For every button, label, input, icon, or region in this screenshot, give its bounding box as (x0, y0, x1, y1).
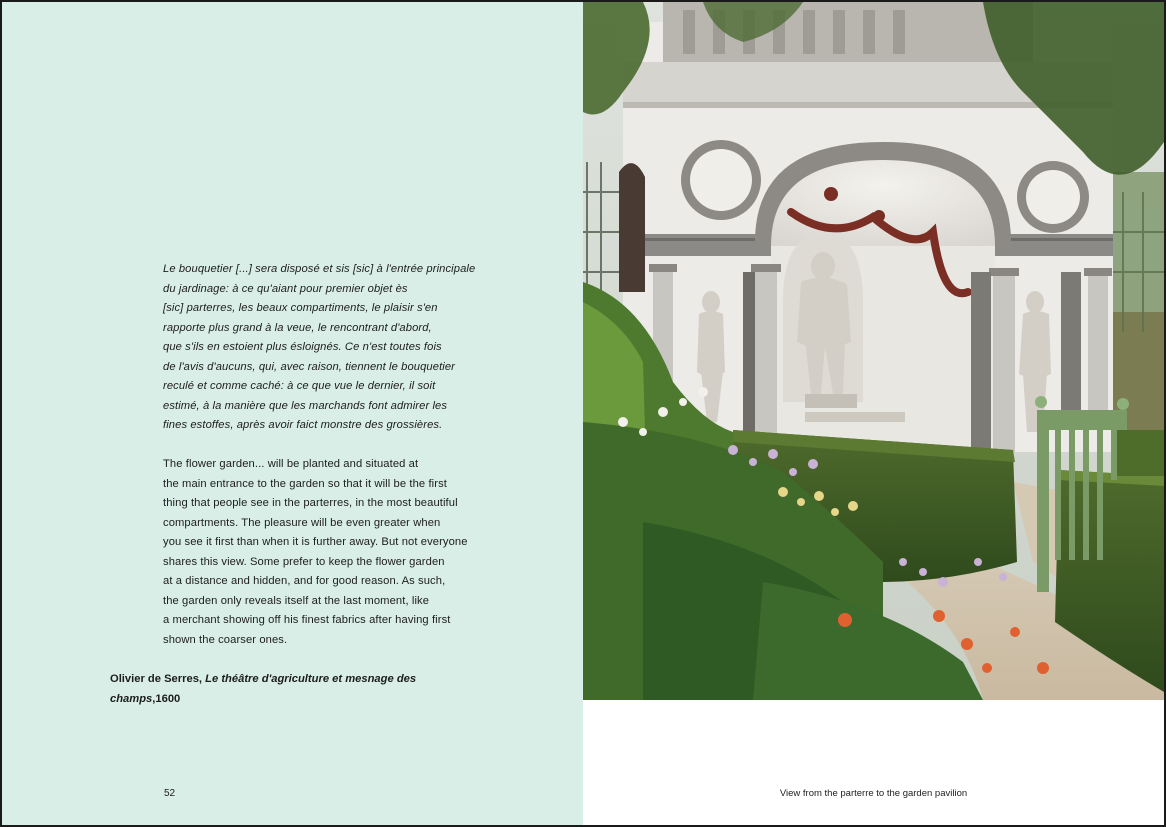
quote-french-line: du jardinage: à ce qu'aiant pour premier objet ès (163, 282, 408, 295)
quote-french-line: de l'avis d'aucuns, qui, avec raison, tiennent le bouquetier (163, 360, 456, 373)
garden-pavilion-photo (583, 2, 1164, 700)
photo-illustration (583, 2, 1164, 700)
quote-english (163, 455, 523, 650)
quote-french-line: Le bouquetier [...] sera disposé et sis [sic] à l'entrée principale (163, 263, 476, 275)
quote-english-line: you see it first than when it is further away. But not everyone (163, 536, 468, 548)
attribution-author: Olivier de Serres, (110, 673, 206, 685)
quote-english-line: a merchant showing off his finest fabrics after having first (163, 614, 451, 626)
quote-french-line: [sic] parterres, les beaux compartiments, le plaisir s'en (163, 302, 438, 314)
quote-attribution (110, 669, 450, 709)
quote-english-line: at a distance and hidden, and for good reason. As such, (163, 575, 446, 587)
page-number: 52 (164, 788, 176, 799)
photo-caption: View from the parterre to the garden pavilion (779, 788, 968, 799)
quote-french-line: rapporte plus grand à la veue, le rencontrant d'abord, (163, 321, 432, 334)
quote-english-line: shares this view. Some prefer to keep the flower garden (163, 555, 445, 568)
book-spread (2, 2, 1164, 825)
quote-english-line: the main entrance to the garden so that it will be the first (163, 477, 447, 490)
quote-english-line: shown the coarser ones. (163, 633, 288, 646)
quote-french (163, 260, 523, 436)
quote-french-line: fines estoffes, après avoir faict monstre des grossières. (163, 419, 443, 431)
quote-french-line: que s'ils en estoient plus ésloignés. Ce n'est toutes fois (163, 341, 442, 353)
right-page (583, 2, 1164, 825)
quote-french-line: reculé et comme caché: à ce que vue le dernier, il soit (163, 380, 436, 392)
left-page (2, 2, 583, 825)
quote-english-line: The flower garden... will be planted and situated at (163, 458, 419, 470)
quote-english-line: the garden only reveals itself at the last moment, like (163, 594, 430, 607)
attribution-work: Le théâtre d'agriculture et mesnage des champs (110, 673, 417, 705)
attribution-year: ,1600 (152, 693, 181, 705)
quote-english-line: thing that people see in the parterres, in the most beautiful (163, 497, 458, 509)
quote-french-line: estimé, à la manière que les marchands font admirer les (163, 399, 448, 412)
quote-english-line: compartments. The pleasure will be even greater when (163, 516, 441, 529)
